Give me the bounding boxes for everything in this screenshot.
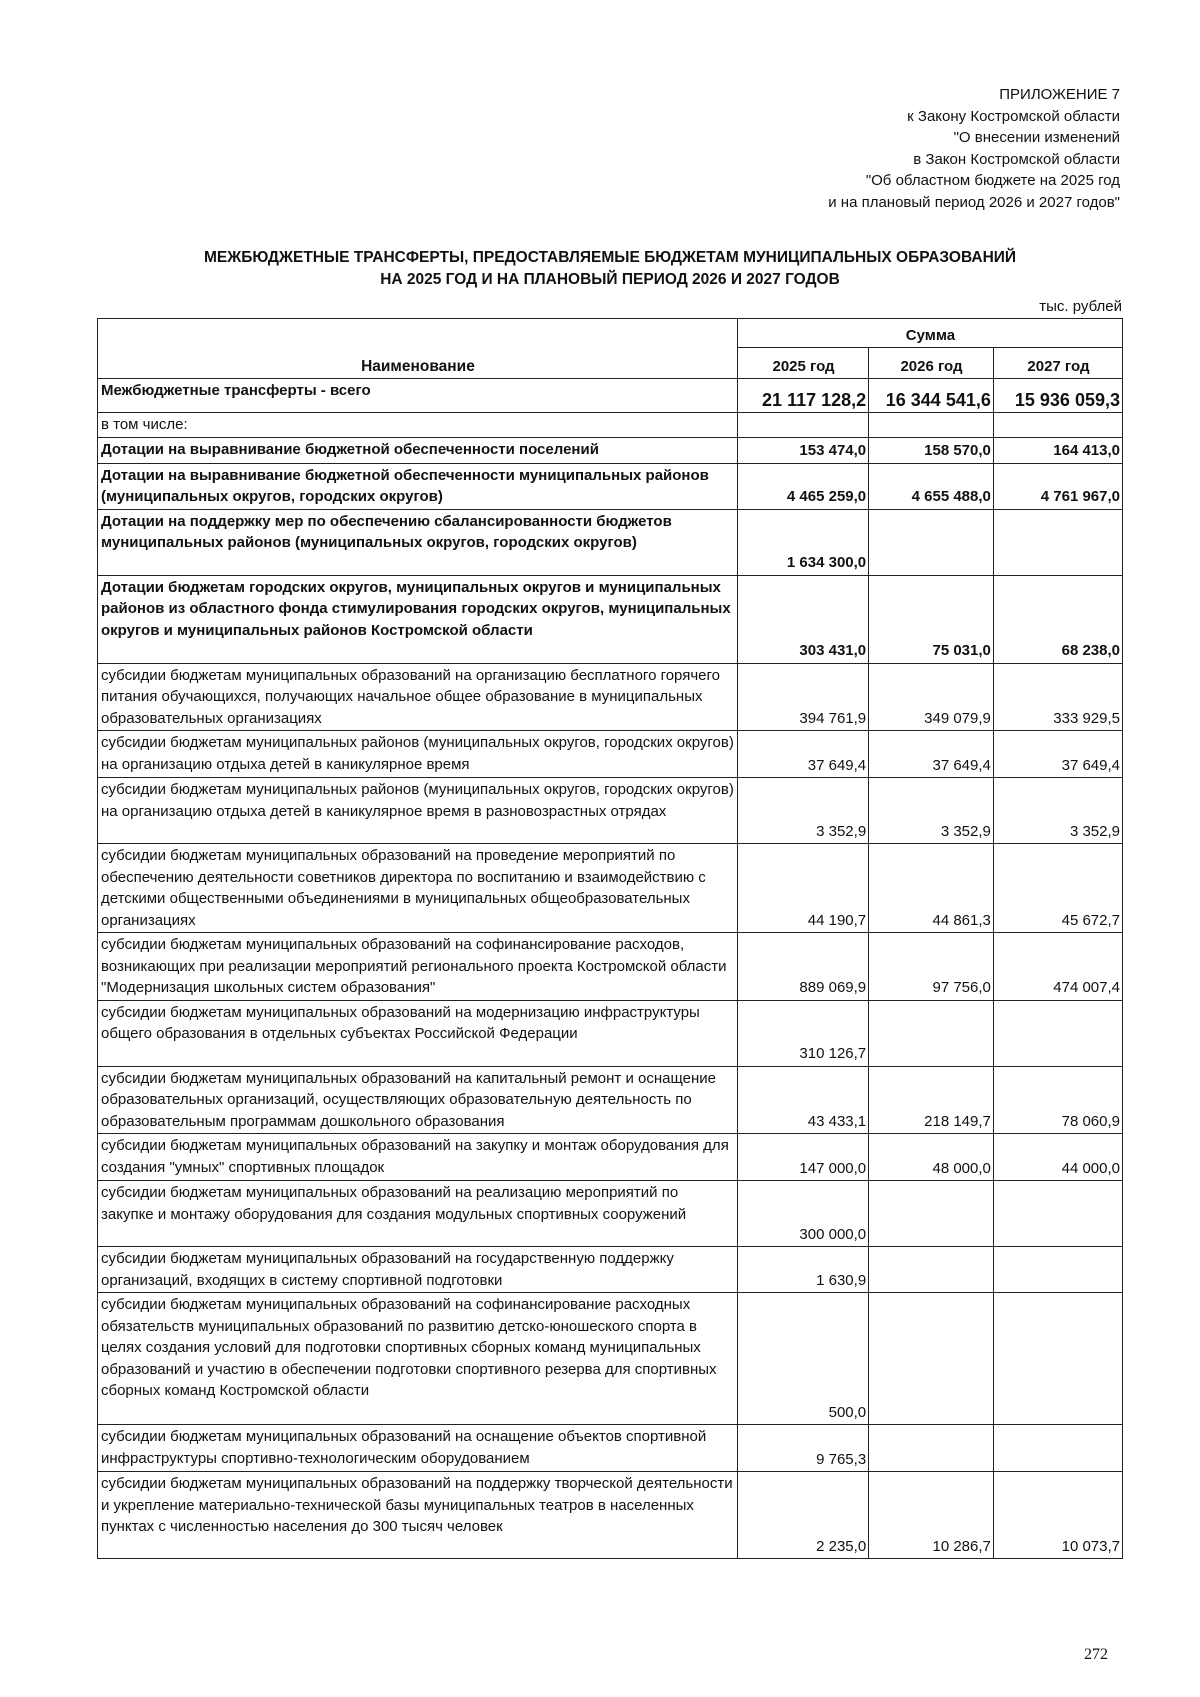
value-2026: 75 031,0	[869, 575, 994, 663]
table-row	[98, 413, 1123, 438]
value-2025: 21 117 128,2	[737, 379, 868, 413]
value-2026: 3 352,9	[869, 778, 994, 844]
value-2025: 153 474,0	[737, 437, 868, 463]
row-name: субсидии бюджетам муниципальных образований на реализацию мероприятий по закупке и монтажу оборудования для создания модульных спортивных сооружений	[98, 1181, 738, 1247]
appendix-line: "О внесении изменений	[953, 129, 1120, 146]
table-row	[98, 1000, 1123, 1066]
value-2027: 45 672,7	[993, 844, 1122, 933]
table-row	[98, 1066, 1123, 1134]
value-2025: 303 431,0	[737, 575, 868, 663]
value-2027	[993, 1181, 1122, 1247]
header-name: Наименование	[98, 319, 738, 379]
value-2027	[993, 509, 1122, 575]
value-2026	[869, 1425, 994, 1472]
table-row	[98, 778, 1123, 844]
value-2026: 10 286,7	[869, 1472, 994, 1559]
value-2025: 4 465 259,0	[737, 463, 868, 509]
title-line-1: МЕЖБЮДЖЕТНЫЕ ТРАНСФЕРТЫ, ПРЕДОСТАВЛЯЕМЫЕ БЮДЖЕТАМ МУНИЦИПАЛЬНЫХ ОБРАЗОВАНИЙ	[203, 249, 1017, 266]
value-2026: 349 079,9	[869, 663, 994, 731]
value-2027	[993, 1000, 1122, 1066]
table-row	[98, 1181, 1123, 1247]
value-2025	[737, 413, 868, 438]
appendix-line: к Закону Костромской области	[907, 107, 1120, 125]
value-2027: 4 761 967,0	[993, 463, 1122, 509]
header-year-2025: 2025 год	[737, 348, 868, 379]
appendix-line: и на плановый период 2026 и 2027 годов"	[828, 193, 1120, 211]
appendix-line: в Закон Костромской области	[913, 150, 1120, 168]
header-sum: Сумма	[737, 319, 1122, 348]
row-name: субсидии бюджетам муниципальных образований на модернизацию инфраструктуры общего образования в отдельных субъектах Российской Федерации	[98, 1000, 738, 1066]
table-row	[98, 731, 1123, 778]
value-2025: 2 235,0	[737, 1472, 868, 1559]
appendix-header	[828, 84, 1120, 213]
row-name: субсидии бюджетам муниципальных районов (муниципальных округов, городских округов) на организацию отдыха детей в каникулярное время	[98, 731, 738, 778]
value-2025: 9 765,3	[737, 1425, 868, 1472]
value-2027	[993, 413, 1122, 438]
table-row	[98, 379, 1123, 413]
table-row	[98, 1425, 1123, 1472]
row-name: в том числе:	[98, 413, 738, 438]
table-row	[98, 575, 1123, 663]
table-row	[98, 1472, 1123, 1559]
row-name: субсидии бюджетам муниципальных образований на поддержку творческой деятельности и укрепление материально-технической базы муниципальных театров в населенных пунктах с численностью населения до 300 тысяч человек	[98, 1472, 738, 1559]
row-name: субсидии бюджетам муниципальных районов (муниципальных округов, городских округов) на организацию отдыха детей в каникулярное время в разновозрастных отрядах	[98, 778, 738, 844]
value-2025: 43 433,1	[737, 1066, 868, 1134]
value-2025: 394 761,9	[737, 663, 868, 731]
table-row	[98, 509, 1123, 575]
value-2025: 37 649,4	[737, 731, 868, 778]
row-name: Дотации на выравнивание бюджетной обеспеченности муниципальных районов (муниципальных округов, городских округов)	[98, 463, 738, 509]
value-2025: 300 000,0	[737, 1181, 868, 1247]
value-2026	[869, 413, 994, 438]
row-name: Межбюджетные трансферты - всего	[98, 379, 738, 413]
value-2025: 500,0	[737, 1293, 868, 1425]
value-2025: 1 634 300,0	[737, 509, 868, 575]
table-row	[98, 1293, 1123, 1425]
value-2026: 16 344 541,6	[869, 379, 994, 413]
row-name: субсидии бюджетам муниципальных образований на оснащение объектов спортивной инфраструктуры спортивно-технологическим оборудованием	[98, 1425, 738, 1472]
value-2027: 10 073,7	[993, 1472, 1122, 1559]
value-2027	[993, 1293, 1122, 1425]
row-name: субсидии бюджетам муниципальных образований на закупку и монтаж оборудования для создания "умных" спортивных площадок	[98, 1134, 738, 1181]
table-row	[98, 933, 1123, 1001]
table-row	[98, 1134, 1123, 1181]
value-2027: 68 238,0	[993, 575, 1122, 663]
value-2025: 1 630,9	[737, 1247, 868, 1293]
value-2027	[993, 1425, 1122, 1472]
value-2027: 15 936 059,3	[993, 379, 1122, 413]
value-2027	[993, 1247, 1122, 1293]
value-2025: 44 190,7	[737, 844, 868, 933]
row-name: субсидии бюджетам муниципальных образований на проведение мероприятий по обеспечению деятельности советников директора по воспитанию и взаимодействию с детскими общественными объединениями в муниципальных общеобразовательных организациях	[98, 844, 738, 933]
value-2026: 44 861,3	[869, 844, 994, 933]
value-2027: 474 007,4	[993, 933, 1122, 1001]
units-label: тыс. рублей	[1039, 298, 1122, 315]
value-2027: 78 060,9	[993, 1066, 1122, 1134]
value-2025: 310 126,7	[737, 1000, 868, 1066]
title-line-2: НА 2025 ГОД И НА ПЛАНОВЫЙ ПЕРИОД 2026 И 2027 ГОДОВ	[380, 271, 840, 288]
value-2026	[869, 1181, 994, 1247]
page-number: 272	[1084, 1646, 1108, 1663]
row-name: субсидии бюджетам муниципальных образований на организацию бесплатного горячего питания обучающихся, получающих начальное общее образование в муниципальных образовательных организациях	[98, 663, 738, 731]
appendix-line: "Об областном бюджете на 2025 год	[865, 172, 1120, 189]
table-row	[98, 844, 1123, 933]
value-2026	[869, 1293, 994, 1425]
row-name: Дотации на поддержку мер по обеспечению сбалансированности бюджетов муниципальных районов (муниципальных округов, городских округов)	[98, 509, 738, 575]
value-2025: 147 000,0	[737, 1134, 868, 1181]
table-header-row	[98, 319, 1123, 348]
row-name: субсидии бюджетам муниципальных образований на государственную поддержку организаций, входящих в систему спортивной подготовки	[98, 1247, 738, 1293]
value-2026: 158 570,0	[869, 437, 994, 463]
appendix-line: ПРИЛОЖЕНИЕ 7	[999, 86, 1120, 103]
transfers-table	[97, 318, 1123, 1559]
document-title	[100, 247, 1120, 291]
header-year-2026: 2026 год	[869, 348, 994, 379]
value-2026	[869, 1247, 994, 1293]
table-row	[98, 663, 1123, 731]
value-2027: 164 413,0	[993, 437, 1122, 463]
value-2027: 333 929,5	[993, 663, 1122, 731]
value-2026	[869, 509, 994, 575]
value-2026: 48 000,0	[869, 1134, 994, 1181]
row-name: субсидии бюджетам муниципальных образований на софинансирование расходных обязательств муниципальных образований по развитию детско-юношеского спорта в целях создания условий для подготовки спортивных сборных команд муниципальных образований и участию в обеспечении подготовки спортивного резерва для спортивных сборных команд Костромской области	[98, 1293, 738, 1425]
value-2027: 37 649,4	[993, 731, 1122, 778]
table-row	[98, 1247, 1123, 1293]
row-name: Дотации на выравнивание бюджетной обеспеченности поселений	[98, 437, 738, 463]
header-year-2027: 2027 год	[993, 348, 1122, 379]
value-2026: 4 655 488,0	[869, 463, 994, 509]
table-row	[98, 437, 1123, 463]
value-2027: 3 352,9	[993, 778, 1122, 844]
row-name: субсидии бюджетам муниципальных образований на софинансирование расходов, возникающих при реализации мероприятий регионального проекта Костромской области "Модернизация школьных систем образования"	[98, 933, 738, 1001]
value-2026: 218 149,7	[869, 1066, 994, 1134]
value-2026	[869, 1000, 994, 1066]
row-name: Дотации бюджетам городских округов, муниципальных округов и муниципальных районов из областного фонда стимулирования городских округов, муниципальных округов и муниципальных районов Костромской области	[98, 575, 738, 663]
table-row	[98, 463, 1123, 509]
value-2025: 3 352,9	[737, 778, 868, 844]
value-2025: 889 069,9	[737, 933, 868, 1001]
value-2026: 37 649,4	[869, 731, 994, 778]
value-2027: 44 000,0	[993, 1134, 1122, 1181]
row-name: субсидии бюджетам муниципальных образований на капитальный ремонт и оснащение образовательных организаций, осуществляющих образовательную деятельность по образовательным программам дошкольного образования	[98, 1066, 738, 1134]
value-2026: 97 756,0	[869, 933, 994, 1001]
